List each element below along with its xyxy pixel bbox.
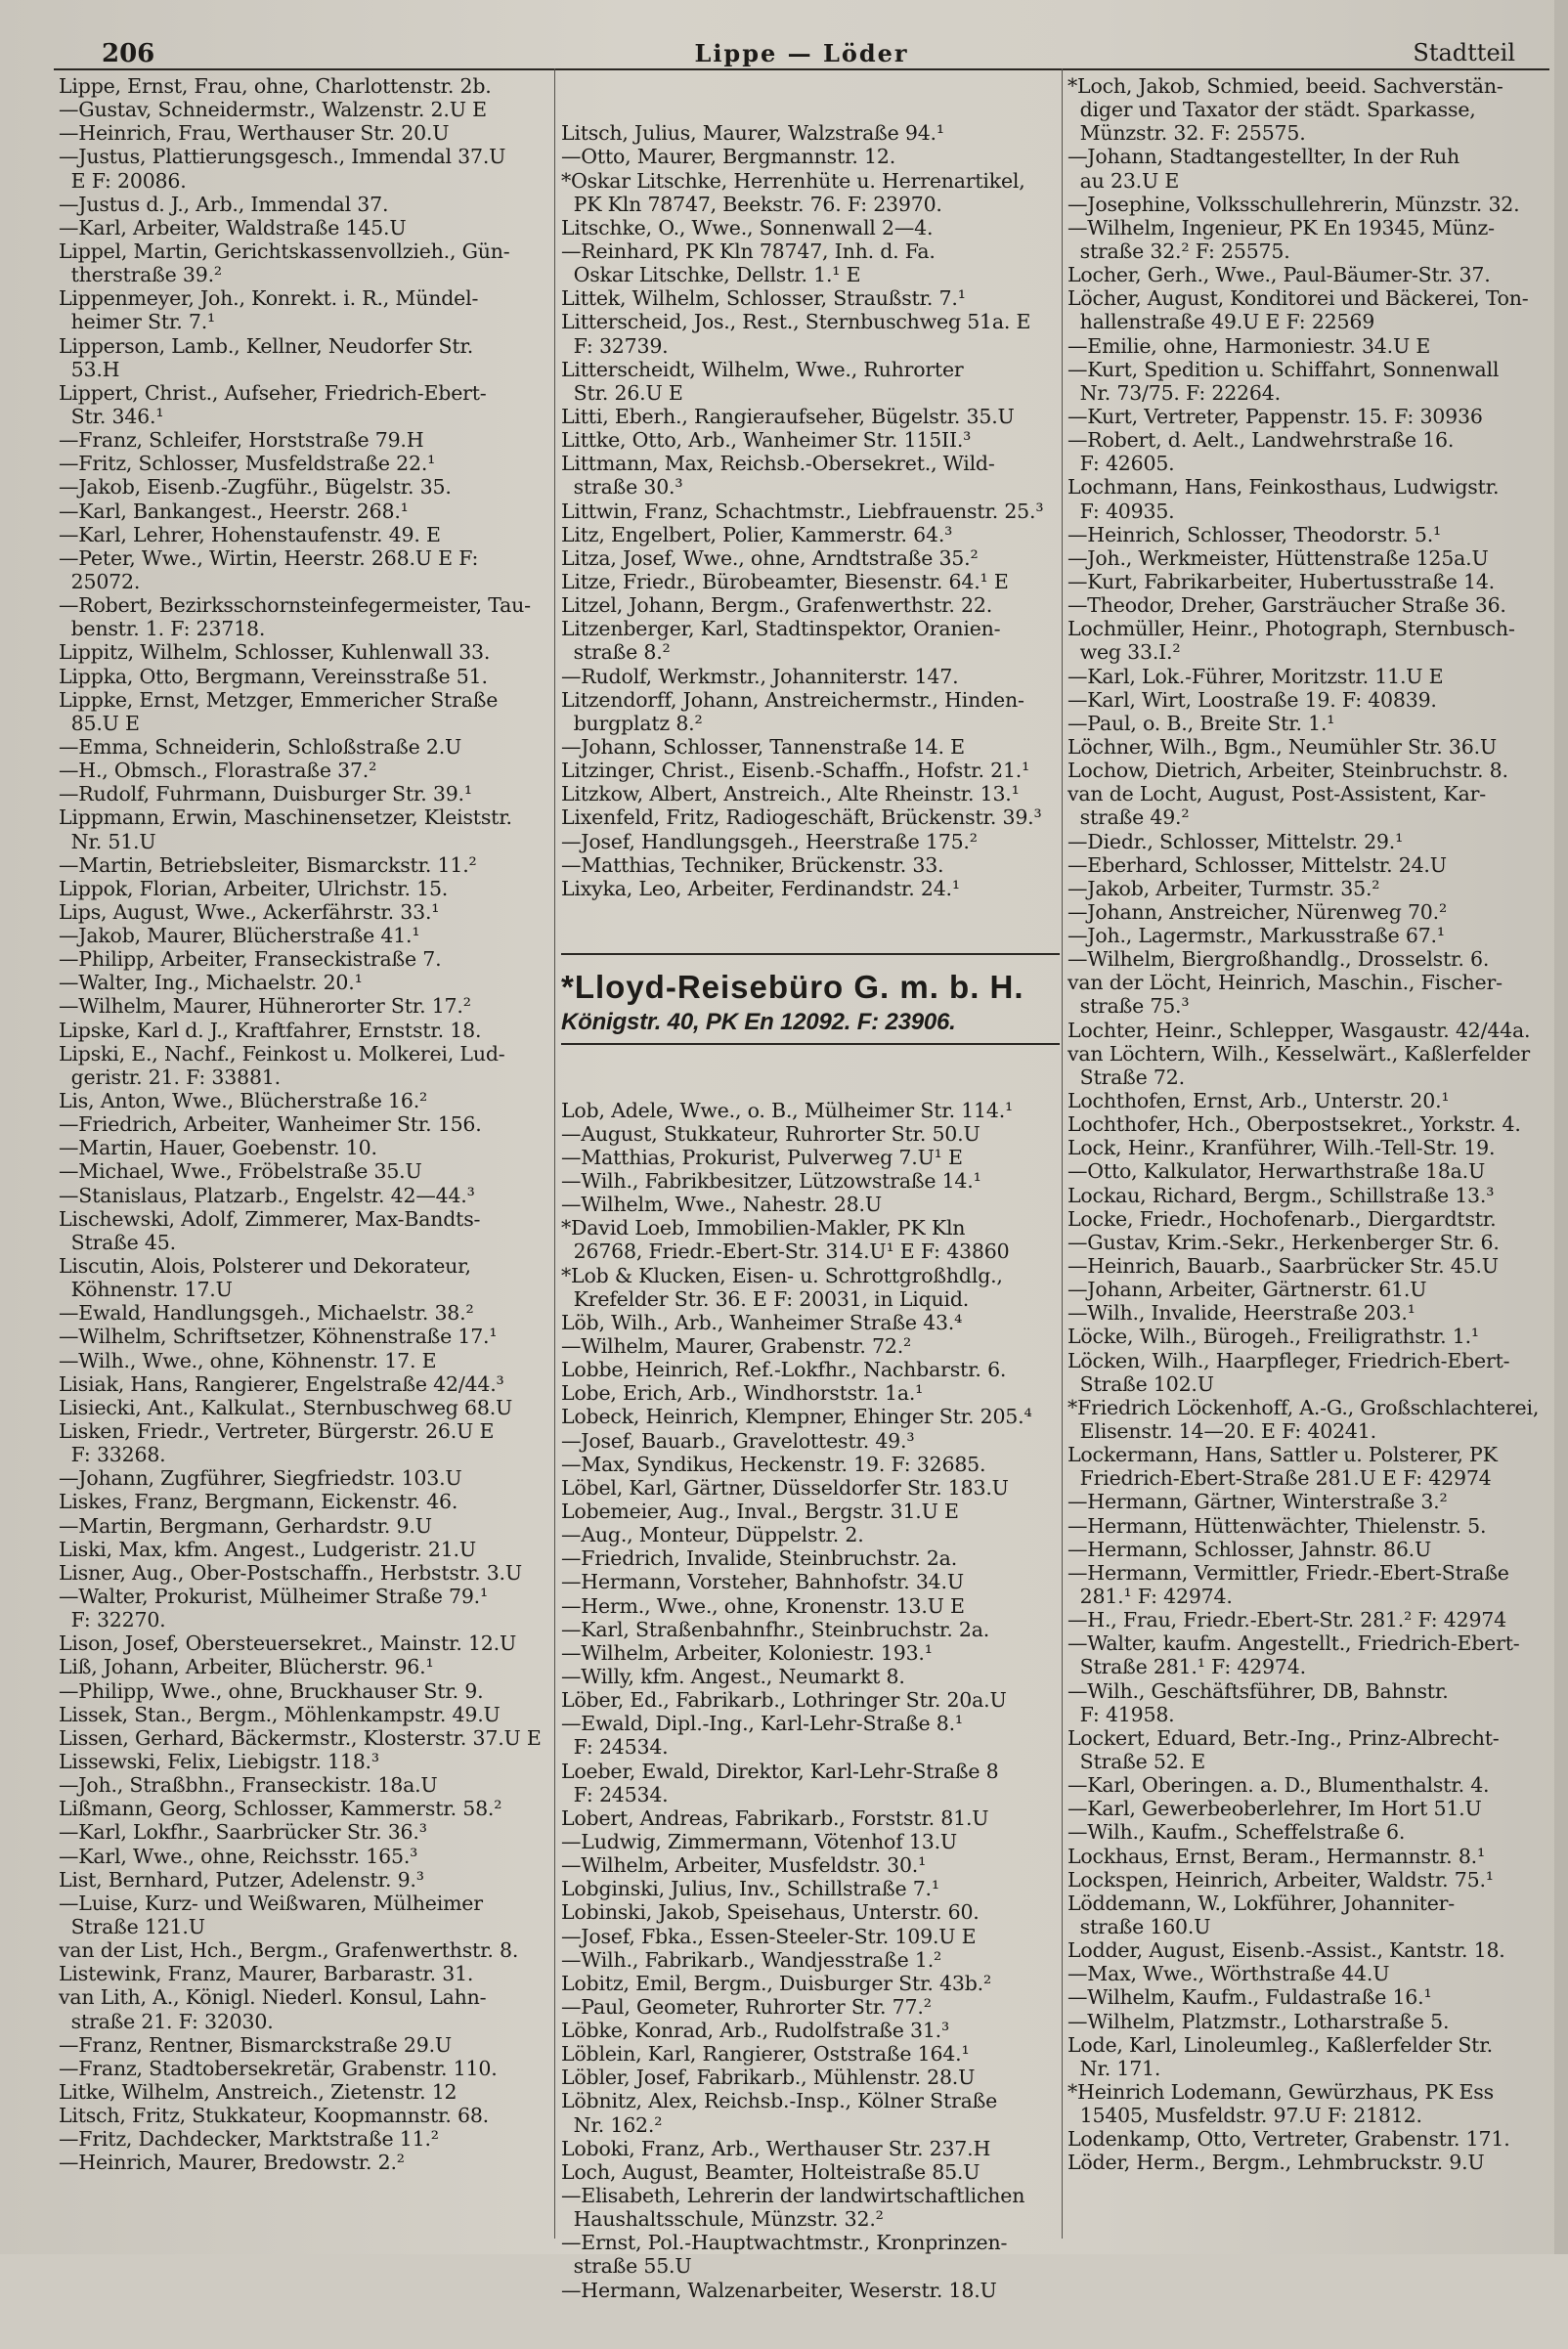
directory-entry-line: Litzel, Johann, Bergm., Grafenwerthstr. 22.: [561, 593, 993, 618]
directory-entry-line: —Aug., Monteur, Düppelstr. 2.: [561, 1523, 864, 1547]
directory-entry-line: Lisiak, Hans, Rangierer, Engelstraße 42/44.³: [59, 1371, 504, 1396]
directory-entry-line: —Kurt, Spedition u. Schiffahrt, Sonnenwall: [1067, 357, 1500, 381]
directory-entry-line: *David Loeb, Immobilien-Makler, PK Kln: [561, 1216, 966, 1240]
directory-entry-line: —Peter, Wwe., Wirtin, Heerstr. 268.U E F:: [59, 545, 479, 570]
directory-entry-line: Lippmann, Erwin, Maschinensetzer, Kleiststr.: [59, 805, 512, 830]
directory-entry-line: —Paul, Geometer, Ruhrorter Str. 77.²: [561, 1994, 932, 2019]
directory-entry-line: —Karl, Wwe., ohne, Reichsstr. 165.³: [59, 1844, 418, 1868]
directory-entry-line: Lob, Adele, Wwe., o. B., Mülheimer Str. 114.¹: [561, 1098, 1014, 1122]
directory-entry-line: —Walter, Prokurist, Mülheimer Straße 79.¹: [59, 1585, 489, 1608]
directory-entry-line: —Stanislaus, Platzarb., Engelstr. 42—44.³: [59, 1183, 475, 1207]
directory-entry-line: —Johann, Schlosser, Tannenstraße 14. E: [561, 734, 965, 759]
directory-entry-line: Litschke, O., Wwe., Sonnenwall 2—4.: [561, 215, 934, 239]
directory-entry-line: Liß, Johann, Arbeiter, Blücherstr. 96.¹: [59, 1655, 434, 1679]
directory-entry-line: —Hermann, Gärtner, Winterstraße 3.²: [1067, 1490, 1448, 1514]
directory-entry-line: *Lob & Klucken, Eisen- u. Schrottgroßhdlg.,: [561, 1263, 1003, 1287]
directory-entry-line: Straße 102.U: [1067, 1371, 1214, 1396]
directory-entry-line: —Martin, Bergmann, Gerhardstr. 9.U: [59, 1513, 432, 1538]
directory-entry-line: Löb, Wilh., Arb., Wanheimer Straße 43.⁴: [561, 1310, 963, 1334]
directory-entry-line: Löblein, Karl, Rangierer, Oststraße 164.¹: [561, 2042, 970, 2066]
directory-entry-line: Lochter, Heinr., Schlepper, Wasgaustr. 42/44a.: [1067, 1018, 1531, 1042]
directory-entry-line: Lis, Anton, Wwe., Blücherstraße 16.²: [59, 1089, 428, 1113]
directory-entry-line: —Hermann, Vorsteher, Bahnhofstr. 34.U: [561, 1570, 964, 1594]
directory-entry-line: Loeber, Ewald, Direktor, Karl-Lehr-Straße 8: [561, 1759, 999, 1783]
column-2-bottom: [561, 1099, 1060, 2302]
directory-entry-line: Lockspen, Heinrich, Arbeiter, Waldstr. 75.¹: [1067, 1867, 1494, 1892]
directory-entry-line: —Justus, Plattierungsgesch., Immendal 37.U: [59, 145, 506, 169]
directory-entry-line: —Max, Syndikus, Heckenstr. 19. F: 32685.: [561, 1452, 986, 1476]
directory-entry-line: —Philipp, Arbeiter, Franseckistraße 7.: [59, 947, 442, 972]
directory-entry-line: Lisken, Friedr., Vertreter, Bürgerstr. 26.U E: [59, 1419, 495, 1444]
directory-entry-line: Lochow, Dietrich, Arbeiter, Steinbruchstr. 8.: [1067, 759, 1508, 783]
directory-entry-line: Köhnenstr. 17.U: [59, 1278, 233, 1302]
directory-entry-line: —Franz, Schleifer, Horststraße 79.H: [59, 428, 424, 453]
directory-entry-line: Litti, Eberh., Rangieraufseher, Bügelstr. 35.U: [561, 405, 1015, 428]
directory-entry-line: hallenstraße 49.U E F: 22569: [1067, 310, 1375, 334]
directory-entry-line: Nr. 73/75. F: 22264.: [1067, 380, 1281, 405]
directory-entry-line: —Michael, Wwe., Fröbelstraße 35.U: [59, 1159, 422, 1184]
directory-entry-line: Lippenmeyer, Joh., Konrekt. i. R., Mündel-: [59, 286, 479, 311]
directory-entry-line: Lochmüller, Heinr., Photograph, Sternbusch-: [1067, 617, 1515, 641]
directory-entry-line: —Kurt, Fabrikarbeiter, Hubertusstraße 14.: [1067, 569, 1495, 593]
directory-entry-line: Lissek, Stan., Bergm., Möhlenkampstr. 49.U: [59, 1702, 501, 1726]
directory-entry-line: F: 32739.: [561, 333, 669, 358]
directory-entry-line: —Rudolf, Werkmstr., Johanniterstr. 147.: [561, 664, 959, 688]
page-header: [59, 35, 1545, 68]
directory-entry-line: —Hermann, Vermittler, Friedr.-Ebert-Straße: [1067, 1560, 1509, 1585]
directory-entry-line: Locher, Gerh., Wwe., Paul-Bäumer-Str. 37.: [1067, 263, 1491, 287]
directory-entry-line: —Wilhelm, Schriftsetzer, Köhnenstraße 17.¹: [59, 1325, 498, 1349]
directory-entry-line: Lixyka, Leo, Arbeiter, Ferdinandstr. 24.¹: [561, 876, 960, 900]
directory-entry-line: 15405, Musfeldstr. 97.U F: 21812.: [1067, 2104, 1422, 2128]
directory-entry-line: —Willy, kfm. Angest., Neumarkt 8.: [561, 1664, 905, 1688]
directory-entry-line: Loboki, Franz, Arb., Werthauser Str. 237.H: [561, 2136, 991, 2160]
directory-entry-line: Löbler, Josef, Fabrikarb., Mühlenstr. 28.U: [561, 2066, 976, 2090]
section-label: Stadtteil: [1413, 39, 1515, 66]
directory-entry-line: straße 21. F: 32030.: [59, 2009, 274, 2033]
directory-entry-line: —Philipp, Wwe., ohne, Bruckhauser Str. 9.: [59, 1678, 484, 1703]
directory-entry-line: —Karl, Straßenbahnfhr., Steinbruchstr. 2a.: [561, 1617, 990, 1641]
directory-entry-line: —Matthias, Techniker, Brückenstr. 33.: [561, 852, 944, 877]
lloyd-advertisement: [561, 953, 1060, 1045]
directory-entry-line: Lissewski, Felix, Liebigstr. 118.³: [59, 1749, 379, 1773]
directory-entry-line: Litke, Wilhelm, Anstreich., Zietenstr. 12: [59, 2079, 457, 2104]
directory-entry-line: Oskar Litschke, Dellstr. 1.¹ E: [561, 263, 861, 287]
directory-entry-line: Str. 26.U E: [561, 380, 683, 405]
directory-entry-line: Lock, Heinr., Kranführer, Wilh.-Tell-Str. 19.: [1067, 1136, 1496, 1160]
directory-entry-line: *Oskar Litschke, Herrenhüte u. Herrenartikel,: [561, 168, 1025, 193]
directory-entry-line: Litsch, Fritz, Stukkateur, Koopmannstr. 68.: [59, 2104, 489, 2128]
directory-entry-line: Löddemann, W., Lokführer, Johanniter-: [1067, 1891, 1455, 1915]
directory-entry-line: Lippel, Martin, Gerichtskassenvollzieh., Gün-: [59, 239, 510, 263]
directory-entry-line: F: 42605.: [1067, 452, 1175, 476]
directory-entry-line: Münzstr. 32. F: 25575.: [1067, 121, 1306, 146]
ad-company-name: *Lloyd-Reisebüro G. m. b. H.: [561, 969, 1024, 1006]
directory-entry-line: —Wilhelm, Arbeiter, Koloniestr. 193.¹: [561, 1640, 933, 1665]
directory-entry-line: —Heinrich, Maurer, Bredowstr. 2.²: [59, 2151, 405, 2175]
directory-entry-line: Lips, August, Wwe., Ackerfährstr. 33.¹: [59, 899, 440, 924]
directory-entry-line: —Josef, Bauarb., Gravelottestr. 49.³: [561, 1428, 915, 1453]
directory-entry-line: straße 32.² F: 25575.: [1067, 239, 1290, 263]
directory-entry-line: —Matthias, Prokurist, Pulverweg 7.U¹ E: [561, 1145, 963, 1169]
directory-entry-line: van der Löcht, Heinrich, Maschin., Fischer-: [1067, 971, 1503, 995]
directory-entry-line: —Kurt, Vertreter, Pappenstr. 15. F: 30936: [1067, 404, 1483, 428]
directory-entry-line: *Loch, Jakob, Schmied, beeid. Sachverstän-: [1067, 74, 1503, 98]
directory-entry-line: 25072.: [59, 569, 141, 593]
directory-entry-line: Löbke, Konrad, Arb., Rudolfstraße 31.³: [561, 2019, 950, 2043]
directory-entry-line: Nr. 51.U: [59, 829, 156, 853]
directory-entry-line: Lobert, Andreas, Fabrikarb., Forststr. 81.U: [561, 1805, 989, 1830]
directory-entry-line: au 23.U E: [1067, 168, 1180, 193]
directory-entry-line: Straße 45.: [59, 1230, 176, 1254]
directory-entry-line: —Joh., Lagermstr., Markusstraße 67.¹: [1067, 924, 1445, 948]
directory-entry-line: Lockhaus, Ernst, Beram., Hermannstr. 8.¹: [1067, 1844, 1485, 1868]
directory-entry-line: —Wilh., Fabrikbesitzer, Lützowstraße 14.¹: [561, 1169, 981, 1193]
directory-entry-line: —Ewald, Dipl.-Ing., Karl-Lehr-Straße 8.¹: [561, 1712, 963, 1736]
directory-entry-line: —Wilh., Kaufm., Scheffelstraße 6.: [1067, 1820, 1406, 1845]
directory-entry-line: Lison, Josef, Obersteuersekret., Mainstr. 12.U: [59, 1631, 517, 1656]
directory-entry-line: —Wilhelm, Biergroßhandlg., Drosselstr. 6.: [1067, 947, 1490, 972]
directory-entry-line: Lobbe, Heinrich, Ref.-Lokfhr., Nachbarstr. 6.: [561, 1358, 1007, 1382]
directory-entry-line: Lisner, Aug., Ober-Postschaffn., Herbststr. 3.U: [59, 1560, 522, 1585]
directory-entry-line: Litzenberger, Karl, Stadtinspektor, Oranien-: [561, 617, 1001, 641]
directory-entry-line: Lippok, Florian, Arbeiter, Ulrichstr. 15.: [59, 876, 449, 900]
directory-entry-line: —Heinrich, Frau, Werthauser Str. 20.U: [59, 121, 450, 146]
directory-entry-line: —Robert, Bezirksschornsteinfegermeister, Tau-: [59, 593, 531, 618]
directory-entry-line: —Wilhelm, Wwe., Nahestr. 28.U: [561, 1193, 882, 1217]
directory-entry-line: Locke, Friedr., Hochofenarb., Diergardtstr.: [1067, 1206, 1497, 1231]
directory-entry-line: F: 24534.: [561, 1782, 669, 1806]
directory-entry-line: —Wilh., Geschäftsführer, DB, Bahnstr.: [1067, 1678, 1449, 1703]
directory-entry-line: —Max, Wwe., Wörthstraße 44.U: [1067, 1962, 1390, 1986]
directory-entry-line: —Theodor, Dreher, Garsträucher Straße 36.: [1067, 593, 1506, 618]
directory-entry-line: PK Kln 78747, Beekstr. 76. F: 23970.: [561, 192, 942, 216]
directory-entry-line: —Fritz, Schlosser, Musfeldstraße 22.¹: [59, 452, 436, 476]
directory-entry-line: Löbnitz, Alex, Reichsb.-Insp., Kölner Straße: [561, 2089, 998, 2113]
directory-entry-line: —Joh., Straßbhn., Franseckistr. 18a.U: [59, 1773, 438, 1798]
column-2-top: [561, 121, 1060, 900]
directory-entry-line: Löber, Ed., Fabrikarb., Lothringer Str. 20a.U: [561, 1688, 1007, 1713]
directory-entry-line: —Johann, Zugführer, Siegfriedstr. 103.U: [59, 1466, 462, 1491]
directory-entry-line: —Diedr., Schlosser, Mittelstr. 29.¹: [1067, 829, 1404, 853]
directory-entry-line: straße 160.U: [1067, 1914, 1211, 1938]
directory-entry-line: —Wilhelm, Arbeiter, Musfeldstr. 30.¹: [561, 1853, 927, 1878]
directory-entry-line: Litze, Friedr., Bürobeamter, Biesenstr. 64.¹ E: [561, 569, 1009, 593]
directory-entry-line: —Heinrich, Schlosser, Theodorstr. 5.¹: [1067, 522, 1442, 546]
directory-entry-line: —Otto, Kalkulator, Herwarthstraße 18a.U: [1067, 1159, 1486, 1184]
directory-entry-line: —Justus d. J., Arb., Immendal 37.: [59, 192, 389, 216]
directory-entry-line: Lockermann, Hans, Sattler u. Polsterer, PK: [1067, 1443, 1498, 1467]
directory-entry-line: —Joh., Werkmeister, Hüttenstraße 125a.U: [1067, 545, 1489, 570]
directory-entry-line: —Wilhelm, Ingenieur, PK En 19345, Münz-: [1067, 215, 1495, 239]
directory-entry-line: 53.H: [59, 357, 120, 381]
directory-entry-line: —Josephine, Volksschullehrerin, Münzstr. 32.: [1067, 192, 1520, 216]
directory-entry-line: Löder, Herm., Bergm., Lehmbruckstr. 9.U: [1067, 2151, 1485, 2175]
directory-entry-line: Lobitz, Emil, Bergm., Duisburger Str. 43b.²: [561, 1971, 991, 1995]
directory-entry-line: Nr. 171.: [1067, 2056, 1161, 2080]
column-divider: [554, 68, 555, 2239]
directory-entry-line: Lobe, Erich, Arb., Windhorststr. 1a.¹: [561, 1381, 924, 1406]
directory-entry-line: —Karl, Lokfhr., Saarbrücker Str. 36.³: [59, 1820, 427, 1845]
directory-entry-line: Lobeck, Heinrich, Klempner, Ehinger Str. 205.⁴: [561, 1405, 1032, 1429]
directory-entry-line: Littek, Wilhelm, Schlosser, Straußstr. 7.¹: [561, 286, 966, 311]
directory-entry-line: Lixenfeld, Fritz, Radiogeschäft, Brückenstr. 39.³: [561, 805, 1042, 830]
directory-entry-line: Straße 121.U: [59, 1914, 205, 1938]
directory-entry-line: geristr. 21. F: 33881.: [59, 1065, 281, 1089]
directory-entry-line: therstraße 39.²: [59, 263, 222, 287]
directory-entry-line: Friedrich-Ebert-Straße 281.U E F: 42974: [1067, 1466, 1492, 1491]
directory-entry-line: heimer Str. 7.¹: [59, 310, 216, 334]
directory-entry-line: —Wilh., Fabrikarb., Wandjesstraße 1.²: [561, 1947, 942, 1972]
page-number: 206: [102, 39, 155, 68]
directory-entry-line: Litzinger, Christ., Eisenb.-Schaffn., Hofstr. 21.¹: [561, 759, 1030, 783]
directory-entry-line: —Ernst, Pol.-Hauptwachtmstr., Kronprinzen-: [561, 2231, 1008, 2255]
directory-entry-line: —Fritz, Dachdecker, Marktstraße 11.²: [59, 2127, 439, 2152]
directory-entry-line: Littwin, Franz, Schachtmstr., Liebfrauenstr. 25.³: [561, 499, 1044, 523]
directory-entry-line: straße 55.U: [561, 2254, 692, 2279]
directory-entry-line: Littmann, Max, Reichsb.-Obersekret., Wild-: [561, 452, 995, 476]
directory-entry-line: Littke, Otto, Arb., Wanheimer Str. 115II.³: [561, 428, 972, 453]
directory-entry-line: Lochthofer, Hch., Oberpostsekret., Yorkstr. 4.: [1067, 1112, 1521, 1137]
directory-entry-line: Liski, Max, kfm. Angest., Ludgeristr. 21.U: [59, 1537, 476, 1561]
directory-entry-line: —Luise, Kurz- und Weißwaren, Mülheimer: [59, 1891, 483, 1915]
directory-entry-line: —Karl, Arbeiter, Waldstraße 145.U: [59, 215, 407, 239]
directory-entry-line: Listewink, Franz, Maurer, Barbarastr. 31.: [59, 1962, 474, 1986]
directory-entry-line: —Emma, Schneiderin, Schloßstraße 2.U: [59, 734, 462, 759]
directory-entry-line: —Karl, Gewerbeoberlehrer, Im Hort 51.U: [1067, 1797, 1482, 1821]
directory-entry-line: —Karl, Lok.-Führer, Moritzstr. 11.U E: [1067, 664, 1444, 688]
directory-entry-line: —Rudolf, Fuhrmann, Duisburger Str. 39.¹: [59, 782, 472, 806]
directory-entry-line: Löcher, August, Konditorei und Bäckerei, Ton-: [1067, 286, 1529, 311]
directory-entry-line: Lipske, Karl d. J., Kraftfahrer, Ernststr. 18.: [59, 1018, 482, 1042]
directory-entry-line: Litterscheidt, Wilhelm, Wwe., Ruhrorter: [561, 357, 964, 381]
directory-entry-line: F: 24534.: [561, 1735, 669, 1760]
directory-entry-line: *Friedrich Löckenhoff, A.-G., Großschlachterei,: [1067, 1395, 1540, 1419]
directory-entry-line: —Martin, Betriebsleiter, Bismarckstr. 11.²: [59, 852, 477, 877]
directory-entry-line: Lobginski, Julius, Inv., Schillstraße 7.¹: [561, 1877, 939, 1901]
directory-entry-line: —Johann, Stadtangestellter, In der Ruh: [1067, 145, 1460, 169]
directory-entry-line: Litzkow, Albert, Anstreich., Alte Rheinstr. 13.¹: [561, 782, 1020, 806]
directory-entry-line: Löchner, Wilh., Bgm., Neumühler Str. 36.U: [1067, 734, 1497, 759]
directory-entry-line: —Elisabeth, Lehrerin der landwirtschaftlichen: [561, 2184, 1025, 2208]
directory-entry-line: Str. 346.¹: [59, 404, 164, 428]
directory-entry-line: Krefelder Str. 36. E F: 20031, in Liquid.: [561, 1286, 970, 1311]
directory-entry-line: 85.U E: [59, 711, 140, 735]
directory-entry-line: Haushaltsschule, Münzstr. 32.²: [561, 2207, 884, 2232]
directory-entry-line: Löcken, Wilh., Haarpfleger, Friedrich-Ebert-: [1067, 1348, 1510, 1372]
directory-entry-line: Lobinski, Jakob, Speisehaus, Unterstr. 60.: [561, 1900, 980, 1925]
directory-entry-line: Lippke, Ernst, Metzger, Emmericher Straße: [59, 687, 499, 712]
directory-entry-line: —Wilhelm, Kaufm., Fuldastraße 16.¹: [1067, 1985, 1432, 2010]
directory-entry-line: Lockert, Eduard, Betr.-Ing., Prinz-Albrecht-: [1067, 1725, 1500, 1750]
directory-entry-line: —Paul, o. B., Breite Str. 1.¹: [1067, 711, 1335, 735]
directory-entry-line: Lochthofen, Ernst, Arb., Unterstr. 20.¹: [1067, 1089, 1450, 1113]
directory-entry-line: —Heinrich, Bauarb., Saarbrücker Str. 45.U: [1067, 1254, 1499, 1279]
directory-entry-line: Litsch, Julius, Maurer, Walzstraße 94.¹: [561, 121, 944, 146]
directory-entry-line: F: 41958.: [1067, 1702, 1175, 1726]
directory-entry-line: straße 8.²: [561, 640, 671, 665]
directory-entry-line: Lochmann, Hans, Feinkosthaus, Ludwigstr.: [1067, 475, 1500, 500]
directory-entry-line: —Herm., Wwe., ohne, Kronenstr. 13.U E: [561, 1593, 965, 1618]
directory-entry-line: *Heinrich Lodemann, Gewürzhaus, PK Ess: [1067, 2079, 1494, 2104]
directory-entry-line: —Gustav, Krim.-Sekr., Herkenberger Str. 6.: [1067, 1230, 1500, 1254]
directory-entry-line: van de Locht, August, Post-Assistent, Kar-: [1067, 782, 1486, 806]
directory-entry-line: Lippe, Ernst, Frau, ohne, Charlottenstr. 2b.: [59, 74, 492, 98]
directory-entry-line: —Wilhelm, Platzmstr., Lotharstraße 5.: [1067, 2009, 1450, 2033]
directory-entry-line: —Wilhelm, Maurer, Grabenstr. 72.²: [561, 1333, 912, 1358]
directory-entry-line: —Otto, Maurer, Bergmannstr. 12.: [561, 145, 896, 169]
directory-entry-line: F: 33268.: [59, 1443, 166, 1467]
directory-entry-line: weg 33.I.²: [1067, 640, 1181, 665]
column-1: [59, 74, 547, 2244]
directory-entry-line: —Hermann, Hüttenwächter, Thielenstr. 5.: [1067, 1513, 1487, 1538]
directory-entry-line: —Walter, kaufm. Angestellt., Friedrich-Ebert-: [1067, 1631, 1520, 1656]
directory-entry-line: F: 40935.: [1067, 499, 1175, 523]
directory-entry-line: Lipski, E., Nachf., Feinkost u. Molkerei, Lud-: [59, 1041, 505, 1066]
directory-entry-line: 26768, Friedr.-Ebert-Str. 314.U¹ E F: 43860: [561, 1240, 1010, 1264]
directory-entry-line: List, Bernhard, Putzer, Adelenstr. 9.³: [59, 1867, 424, 1892]
directory-entry-line: Lisiecki, Ant., Kalkulat., Sternbuschweg 68.U: [59, 1395, 513, 1419]
directory-entry-line: van Löchtern, Wilh., Kesselwärt., Kaßlerfelder: [1067, 1041, 1530, 1066]
directory-entry-line: —Jakob, Arbeiter, Turmstr. 35.²: [1067, 876, 1380, 900]
directory-entry-line: straße 30.³: [561, 475, 683, 500]
directory-entry-line: —Franz, Rentner, Bismarckstraße 29.U: [59, 2032, 453, 2057]
directory-entry-line: —H., Obmsch., Florastraße 37.²: [59, 759, 377, 783]
directory-entry-line: van der List, Hch., Bergm., Grafenwerthstr. 8.: [59, 1938, 519, 1963]
directory-entry-line: —Ewald, Handlungsgeh., Michaelstr. 38.²: [59, 1301, 474, 1326]
directory-entry-line: Lode, Karl, Linoleumleg., Kaßlerfelder Str.: [1067, 2032, 1493, 2057]
directory-entry-line: Litza, Josef, Wwe., ohne, Arndtstraße 35.²: [561, 545, 979, 570]
directory-entry-line: Lissen, Gerhard, Bäckermstr., Klosterstr. 37.U E: [59, 1725, 542, 1750]
column-2: [561, 74, 1060, 2302]
directory-entry-line: van Lith, A., Königl. Niederl. Konsul, Lahn-: [59, 1985, 487, 2010]
directory-entry-line: —Josef, Fbka., Essen-Steeler-Str. 109.U E: [561, 1924, 977, 1948]
directory-entry-line: straße 49.²: [1067, 805, 1190, 830]
directory-entry-line: Lischewski, Adolf, Zimmerer, Max-Bandts-: [59, 1206, 481, 1231]
directory-entry-line: —Eberhard, Schlosser, Mittelstr. 24.U: [1067, 852, 1447, 877]
directory-entry-line: —Wilh., Wwe., ohne, Köhnenstr. 17. E: [59, 1348, 437, 1372]
directory-entry-line: —Karl, Oberingen. a. D., Blumenthalstr. 4.: [1067, 1773, 1490, 1798]
directory-entry-line: burgplatz 8.²: [561, 711, 703, 735]
directory-entry-line: —Johann, Arbeiter, Gärtnerstr. 61.U: [1067, 1278, 1427, 1302]
directory-entry-line: Elisenstr. 14—20. E F: 40241.: [1067, 1419, 1376, 1444]
directory-entry-line: —Ludwig, Zimmermann, Vötenhof 13.U: [561, 1829, 957, 1853]
directory-entry-line: —Reinhard, PK Kln 78747, Inh. d. Fa.: [561, 239, 936, 264]
directory-entry-line: benstr. 1. F: 23718.: [59, 617, 266, 641]
directory-entry-line: —Friedrich, Arbeiter, Wanheimer Str. 156.: [59, 1112, 482, 1137]
directory-entry-line: Lodder, August, Eisenb.-Assist., Kantstr. 18.: [1067, 1938, 1505, 1963]
directory-entry-line: Löbel, Karl, Gärtner, Düsseldorfer Str. 183.U: [561, 1475, 1009, 1500]
directory-entry-line: straße 75.³: [1067, 994, 1190, 1019]
directory-entry-line: —Wilh., Invalide, Heerstraße 203.¹: [1067, 1301, 1416, 1326]
directory-entry-line: Lodenkamp, Otto, Vertreter, Grabenstr. 171.: [1067, 2127, 1510, 2152]
directory-entry-line: —Friedrich, Invalide, Steinbruchstr. 2a.: [561, 1546, 958, 1571]
directory-entry-line: Straße 281.¹ F: 42974.: [1067, 1655, 1306, 1679]
directory-entry-line: —Gustav, Schneidermstr., Walzenstr. 2.U E: [59, 98, 487, 122]
directory-entry-line: —Jakob, Maurer, Blücherstraße 41.¹: [59, 924, 420, 948]
directory-entry-line: Lobemeier, Aug., Inval., Bergstr. 31.U E: [561, 1499, 959, 1523]
directory-entry-line: Straße 72.: [1067, 1065, 1185, 1089]
directory-entry-line: Lockau, Richard, Bergm., Schillstraße 13.³: [1067, 1183, 1495, 1207]
directory-entry-line: —Karl, Wirt, Loostraße 19. F: 40839.: [1067, 687, 1437, 712]
directory-entry-line: Litz, Engelbert, Polier, Kammerstr. 64.³: [561, 522, 953, 546]
directory-entry-line: Löcke, Wilh., Bürogeh., Freiligrathstr. 1.¹: [1067, 1325, 1479, 1349]
directory-entry-line: Loch, August, Beamter, Holteistraße 85.U: [561, 2159, 980, 2184]
directory-entry-line: Lippert, Christ., Aufseher, Friedrich-Ebert-: [59, 380, 487, 405]
directory-entry-line: —Karl, Bankangest., Heerstr. 268.¹: [59, 499, 409, 523]
column-divider: [1062, 68, 1063, 2239]
directory-entry-line: Lißmann, Georg, Schlosser, Kammerstr. 58.²: [59, 1797, 502, 1821]
directory-entry-line: F: 32270.: [59, 1608, 166, 1632]
directory-entry-line: —Johann, Anstreicher, Nürenweg 70.²: [1067, 899, 1447, 924]
directory-entry-line: Lippitz, Wilhelm, Schlosser, Kuhlenwall 33.: [59, 640, 491, 665]
directory-entry-line: diger und Taxator der städt. Sparkasse,: [1067, 98, 1476, 122]
directory-entry-line: E F: 20086.: [59, 168, 187, 193]
directory-entry-line: —Franz, Stadtobersekretär, Grabenstr. 110.: [59, 2056, 498, 2080]
directory-entry-line: —Emilie, ohne, Harmoniestr. 34.U E: [1067, 333, 1431, 358]
directory-entry-line: Liskes, Franz, Bergmann, Eickenstr. 46.: [59, 1490, 458, 1514]
page-range-title: Lippe — Löder: [694, 39, 909, 67]
directory-entry-line: Liscutin, Alois, Polsterer und Dekorateur,: [59, 1254, 471, 1279]
directory-entry-line: —Robert, d. Aelt., Landwehrstraße 16.: [1067, 428, 1455, 453]
directory-entry-line: —August, Stukkateur, Ruhrorter Str. 50.U: [561, 1121, 980, 1146]
directory-entry-line: —Karl, Lehrer, Hohenstaufenstr. 49. E: [59, 522, 441, 546]
directory-entry-line: Straße 52. E: [1067, 1749, 1205, 1773]
directory-entry-line: Lippka, Otto, Bergmann, Vereinsstraße 51.: [59, 664, 488, 688]
directory-entry-line: —Josef, Handlungsgeh., Heerstraße 175.²: [561, 829, 978, 853]
directory-entry-line: —H., Frau, Friedr.-Ebert-Str. 281.² F: 42974: [1067, 1608, 1506, 1632]
next-page-edge: [1554, 0, 1568, 2254]
ad-address: Königstr. 40, PK En 12092. F: 23906.: [561, 1009, 956, 1036]
directory-entry-line: —Jakob, Eisenb.-Zugführ., Bügelstr. 35.: [59, 475, 452, 500]
directory-entry-line: 281.¹ F: 42974.: [1067, 1585, 1233, 1608]
directory-entry-line: Nr. 162.²: [561, 2112, 663, 2137]
directory-entry-line: —Walter, Ing., Michaelstr. 20.¹: [59, 971, 363, 995]
column-3: [1067, 74, 1556, 2244]
header-rule: [54, 68, 1549, 70]
directory-entry-line: Litzendorff, Johann, Anstreichermstr., Hinden-: [561, 687, 1024, 712]
directory-entry-line: —Hermann, Walzenarbeiter, Weserstr. 18.U: [561, 2278, 997, 2302]
directory-entry-line: —Wilhelm, Maurer, Hühnerorter Str. 17.²: [59, 994, 471, 1019]
directory-entry-line: Litterscheid, Jos., Rest., Sternbuschweg 51a. E: [561, 310, 1031, 334]
directory-entry-line: —Hermann, Schlosser, Jahnstr. 86.U: [1067, 1537, 1432, 1561]
directory-entry-line: Lipperson, Lamb., Kellner, Neudorfer Str.: [59, 333, 474, 358]
directory-entry-line: —Martin, Hauer, Goebenstr. 10.: [59, 1136, 377, 1160]
